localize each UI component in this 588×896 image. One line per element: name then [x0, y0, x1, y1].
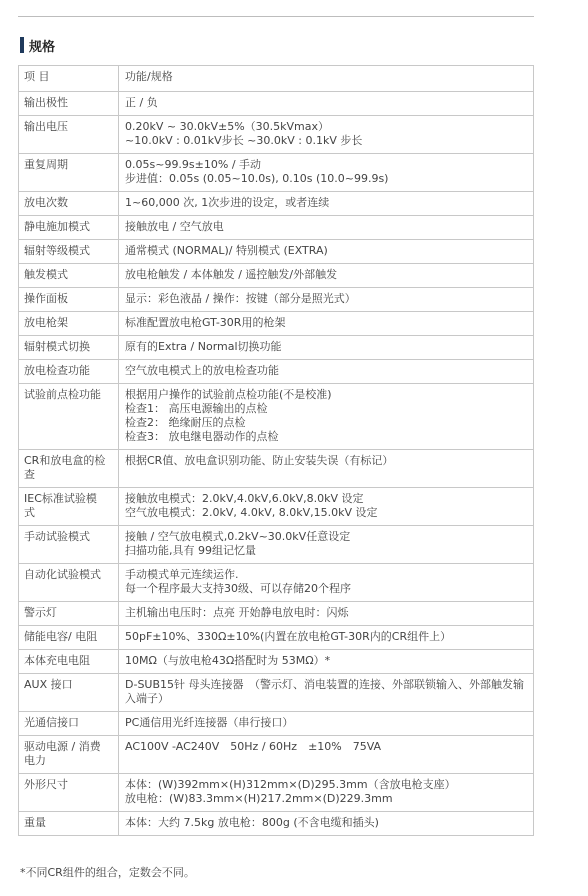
spec-table-body — [19, 66, 534, 836]
table-row — [19, 626, 534, 650]
table-row — [19, 674, 534, 712]
spec-value-cell — [119, 216, 534, 240]
spec-value: PC通信用光纤连接器（串行接口） — [125, 716, 294, 729]
table-row — [19, 712, 534, 736]
spec-value-cell — [119, 774, 534, 812]
spec-value-cell — [119, 240, 534, 264]
spec-label: 本体充电电阻 — [24, 654, 90, 667]
spec-value-cell — [119, 92, 534, 116]
table-row — [19, 602, 534, 626]
spec-label-cell — [19, 288, 119, 312]
spec-label-cell — [19, 216, 119, 240]
spec-value-cell — [119, 336, 534, 360]
spec-value-cell — [119, 650, 534, 674]
heading-accent-bar — [20, 37, 24, 53]
table-row — [19, 192, 534, 216]
spec-label: 警示灯 — [24, 606, 57, 619]
spec-value-cell — [119, 192, 534, 216]
spec-label-cell — [19, 450, 119, 488]
table-row — [19, 812, 534, 836]
spec-label-cell — [19, 116, 119, 154]
table-row — [19, 488, 534, 526]
spec-label-cell — [19, 360, 119, 384]
spec-label: 电力 — [24, 754, 46, 767]
table-row — [19, 264, 534, 288]
spec-label: 输出极性 — [24, 96, 68, 109]
spec-value: 通常模式 (NORMAL)/ 特别模式 (EXTRA) — [125, 244, 328, 257]
spec-label: 驱动电源 / 消费 — [24, 740, 101, 753]
spec-value-cell — [119, 626, 534, 650]
table-row — [19, 240, 534, 264]
table-row — [19, 312, 534, 336]
spec-label-cell — [19, 154, 119, 192]
spec-value: 检查1： 高压电源输出的点检 — [125, 402, 268, 415]
spec-label: 放电枪架 — [24, 316, 68, 329]
table-row — [19, 66, 534, 92]
spec-value: 功能/规格 — [125, 70, 173, 83]
spec-label: 操作面板 — [24, 292, 68, 305]
spec-label: 触发模式 — [24, 268, 68, 281]
table-row — [19, 450, 534, 488]
spec-label-cell — [19, 240, 119, 264]
table-row — [19, 336, 534, 360]
spec-value: ~10.0kV : 0.01kV步长 ~30.0kV : 0.1kV 步长 — [125, 134, 363, 147]
spec-value: 10MΩ（与放电枪43Ω搭配时为 53MΩ）* — [125, 654, 331, 667]
spec-label-cell — [19, 736, 119, 774]
spec-value: 扫描功能,具有 99组记忆量 — [125, 544, 256, 557]
spec-label-cell — [19, 650, 119, 674]
spec-value: AC100V -AC240V 50Hz / 60Hz ±10% 75VA — [125, 740, 382, 753]
spec-label-cell — [19, 384, 119, 450]
spec-label: 手动试验模式 — [24, 530, 90, 543]
spec-value: 每一个程序最大支持30级、可以存储20个程序 — [125, 582, 351, 595]
table-row — [19, 526, 534, 564]
spec-label: 输出电压 — [24, 120, 68, 133]
spec-value-cell — [119, 488, 534, 526]
footnote: *不同CR组件的组合，定数会不同。 — [20, 866, 195, 879]
spec-value: 放电枪：(W)83.3mm×(H)217.2mm×(D)229.3mm — [125, 792, 393, 805]
spec-value-cell — [119, 450, 534, 488]
spec-label: 自动化试验模式 — [24, 568, 101, 581]
spec-label: 光通信接口 — [24, 716, 79, 729]
spec-value-cell — [119, 602, 534, 626]
table-row — [19, 216, 534, 240]
spec-value: 检查2： 绝缘耐压的点检 — [125, 416, 246, 429]
spec-value: 50pF±10%、330Ω±10%(内置在放电枪GT-30R内的CR组件上） — [125, 630, 452, 643]
table-row — [19, 774, 534, 812]
spec-value-cell — [119, 154, 534, 192]
spec-label-cell — [19, 564, 119, 602]
spec-value: 显示：彩色液晶 / 操作：按键（部分是照光式） — [125, 292, 356, 305]
spec-value: 空气放电模式上的放电检查功能 — [125, 364, 279, 377]
table-row — [19, 564, 534, 602]
spec-value-cell — [119, 812, 534, 836]
table-row — [19, 116, 534, 154]
spec-label: 储能电容/ 电阻 — [24, 630, 98, 643]
spec-value: 空气放电模式：2.0kV, 4.0kV, 8.0kV,15.0kV 设定 — [125, 506, 378, 519]
spec-value: 步进值：0.05s (0.05~10.0s), 0.10s (10.0~99.9s) — [125, 172, 389, 185]
spec-value-cell — [119, 712, 534, 736]
spec-label-cell — [19, 312, 119, 336]
spec-value: 主机输出电压时：点亮 开始静电放电时：闪烁 — [125, 606, 349, 619]
spec-label: 重量 — [24, 816, 46, 829]
spec-value: 手动模式单元连续运作. — [125, 568, 239, 581]
spec-label-cell — [19, 626, 119, 650]
table-row — [19, 384, 534, 450]
spec-label-cell — [19, 774, 119, 812]
spec-label-cell — [19, 488, 119, 526]
spec-label-cell — [19, 92, 119, 116]
spec-label: IEC标准试验模 — [24, 492, 97, 505]
spec-label: 外形尺寸 — [24, 778, 68, 791]
spec-label-cell — [19, 674, 119, 712]
spec-label-cell — [19, 712, 119, 736]
spec-value: 正 / 负 — [125, 96, 158, 109]
spec-label-cell — [19, 602, 119, 626]
spec-label: 项 目 — [24, 70, 50, 83]
spec-value-cell — [119, 526, 534, 564]
spec-value-cell — [119, 66, 534, 92]
spec-value-cell — [119, 264, 534, 288]
spec-value-cell — [119, 384, 534, 450]
spec-label-cell — [19, 66, 119, 92]
spec-value-cell — [119, 674, 534, 712]
spec-value: 接触放电 / 空气放电 — [125, 220, 224, 233]
spec-value: 根据CR值、放电盒识别功能、防止安装失误（有标记） — [125, 454, 394, 467]
spec-label: 静电施加模式 — [24, 220, 90, 233]
table-row — [19, 736, 534, 774]
spec-label: 放电次数 — [24, 196, 68, 209]
table-row — [19, 154, 534, 192]
spec-value: 接触 / 空气放电模式,0.2kV~30.0kV任意设定 — [125, 530, 351, 543]
spec-value: 0.05s~99.9s±10% / 手动 — [125, 158, 262, 171]
spec-value: 根据用户操作的试验前点检功能(不是校准) — [125, 388, 332, 401]
spec-value: 0.20kV ~ 30.0kV±5%（30.5kVmax） — [125, 120, 330, 133]
spec-label: AUX 接口 — [24, 678, 73, 691]
table-row — [19, 360, 534, 384]
spec-label: 查 — [24, 468, 35, 481]
spec-label: 试验前点检功能 — [24, 388, 101, 401]
spec-table — [18, 65, 534, 836]
spec-label: 放电检查功能 — [24, 364, 90, 377]
spec-label: 辐射模式切换 — [24, 340, 90, 353]
spec-label-cell — [19, 526, 119, 564]
section-title: 规格 — [29, 39, 56, 55]
top-divider — [18, 16, 534, 17]
spec-label-cell — [19, 264, 119, 288]
spec-label-cell — [19, 336, 119, 360]
spec-label: 重复周期 — [24, 158, 68, 171]
spec-value: 标准配置放电枪GT-30R用的枪架 — [125, 316, 286, 329]
spec-value: 1~60,000 次, 1次步进的设定，或者连续 — [125, 196, 330, 209]
spec-label: 辐射等级模式 — [24, 244, 90, 257]
spec-value: 检查3： 放电继电器动作的点检 — [125, 430, 279, 443]
spec-label: CR和放电盒的检 — [24, 454, 106, 467]
table-row — [19, 288, 534, 312]
spec-value-cell — [119, 312, 534, 336]
spec-label-cell — [19, 192, 119, 216]
spec-value-cell — [119, 736, 534, 774]
spec-value-cell — [119, 116, 534, 154]
section-heading — [20, 36, 55, 54]
spec-value: 放电枪触发 / 本体触发 / 遥控触发/外部触发 — [125, 268, 338, 281]
spec-value-cell — [119, 360, 534, 384]
spec-label: 式 — [24, 506, 35, 519]
table-row — [19, 650, 534, 674]
table-row — [19, 92, 534, 116]
spec-label-cell — [19, 812, 119, 836]
spec-value: 接触放电模式：2.0kV,4.0kV,6.0kV,8.0kV 设定 — [125, 492, 364, 505]
spec-value: 原有的Extra / Normal切换功能 — [125, 340, 282, 353]
spec-value-cell — [119, 564, 534, 602]
spec-value: D-SUB15针 母头连接器 （警示灯、消电装置的连接、外部联锁输入、外部触发输入端子） — [125, 678, 525, 705]
spec-value: 本体：(W)392mm×(H)312mm×(D)295.3mm（含放电枪支座） — [125, 778, 456, 791]
spec-value-cell — [119, 288, 534, 312]
spec-value: 本体：大约 7.5kg 放电枪：800g (不含电缆和插头) — [125, 816, 379, 829]
